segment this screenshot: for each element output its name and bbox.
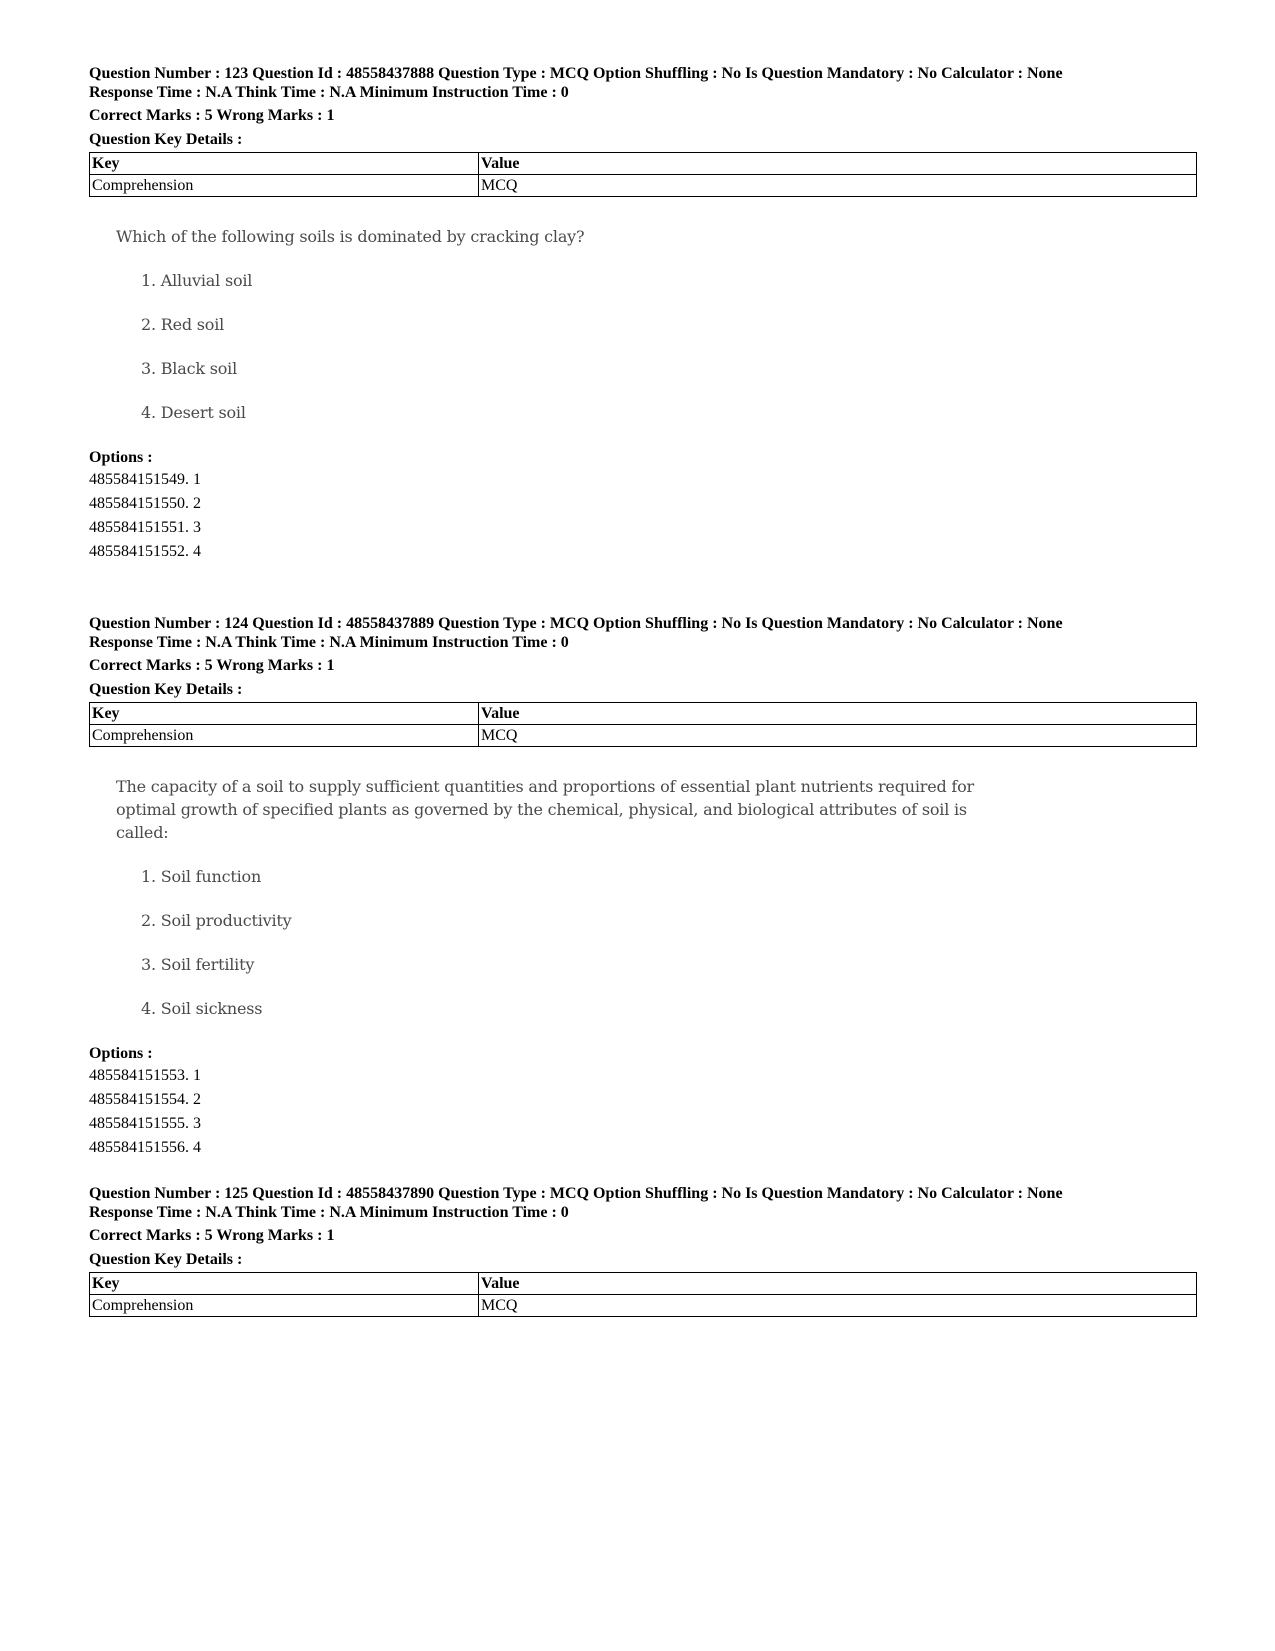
table-header-key: Key (90, 703, 479, 725)
key-details-table (89, 1272, 1197, 1317)
table-row (90, 1295, 1197, 1317)
question-meta-line2: Response Time : N.A Think Time : N.A Minimum Instruction Time : 0 (89, 634, 569, 651)
table-header-key: Key (90, 153, 479, 175)
choice-item: 3. Soil fertility (141, 955, 255, 974)
table-cell-key: Comprehension (90, 725, 479, 747)
question-image (116, 225, 1197, 424)
options-title: Options : (89, 1045, 153, 1062)
question-meta-line1: Question Number : 125 Question Id : 48558437890 Question Type : MCQ Option Shuffling : No Is Question Mandatory : No Calculator : None (89, 1185, 1063, 1202)
options-title: Options : (89, 449, 153, 466)
table-cell-key: Comprehension (90, 1295, 479, 1317)
table-header-value: Value (479, 1273, 1197, 1295)
choice-item: 2. Soil productivity (141, 911, 292, 930)
table-header-row (90, 703, 1197, 725)
choice-item: 4. Soil sickness (141, 999, 263, 1018)
option-item: 485584151549. 1 (89, 471, 201, 488)
option-item: 485584151555. 3 (89, 1115, 201, 1132)
choice-item: 4. Desert soil (141, 403, 246, 422)
table-header-value: Value (479, 153, 1197, 175)
option-item: 485584151553. 1 (89, 1067, 201, 1084)
question-marks: Correct Marks : 5 Wrong Marks : 1 (89, 107, 335, 124)
question-meta-line1: Question Number : 123 Question Id : 48558437888 Question Type : MCQ Option Shuffling : No Is Question Mandatory : No Calculator : None (89, 65, 1063, 82)
question-block-123 (89, 64, 1197, 564)
key-details-table (89, 702, 1197, 747)
question-marks: Correct Marks : 5 Wrong Marks : 1 (89, 657, 335, 674)
choice-item: 1. Soil function (141, 867, 262, 886)
table-row (90, 175, 1197, 197)
table-header-row (90, 153, 1197, 175)
key-details-title: Question Key Details : (89, 681, 243, 698)
question-block-125 (89, 1184, 1197, 1317)
question-marks: Correct Marks : 5 Wrong Marks : 1 (89, 1227, 335, 1244)
question-stem: Which of the following soils is dominated by cracking clay? (116, 227, 585, 246)
question-image (116, 775, 1197, 1020)
table-header-value: Value (479, 703, 1197, 725)
table-header-key: Key (90, 1273, 479, 1295)
question-meta-line2: Response Time : N.A Think Time : N.A Minimum Instruction Time : 0 (89, 84, 569, 101)
option-item: 485584151551. 3 (89, 519, 201, 536)
question-block-124 (89, 614, 1197, 1160)
table-header-row (90, 1273, 1197, 1295)
option-item: 485584151552. 4 (89, 543, 201, 560)
table-cell-value: MCQ (479, 1295, 1197, 1317)
key-details-title: Question Key Details : (89, 131, 243, 148)
key-details-table (89, 152, 1197, 197)
question-meta-line2: Response Time : N.A Think Time : N.A Minimum Instruction Time : 0 (89, 1204, 569, 1221)
table-cell-value: MCQ (479, 175, 1197, 197)
choice-item: 3. Black soil (141, 359, 237, 378)
option-item: 485584151550. 2 (89, 495, 201, 512)
question-meta-line1: Question Number : 124 Question Id : 48558437889 Question Type : MCQ Option Shuffling : No Is Question Mandatory : No Calculator : None (89, 615, 1063, 632)
table-row (90, 725, 1197, 747)
question-stem: The capacity of a soil to supply sufficient quantities and proportions of essential plant nutrients required for optimal growth of specified plants as governed by the chemical, physical, and biological attributes of soil is called: (116, 777, 975, 842)
table-cell-key: Comprehension (90, 175, 479, 197)
choice-item: 1. Alluvial soil (141, 271, 253, 290)
option-item: 485584151554. 2 (89, 1091, 201, 1108)
key-details-title: Question Key Details : (89, 1251, 243, 1268)
table-cell-value: MCQ (479, 725, 1197, 747)
choice-item: 2. Red soil (141, 315, 225, 334)
option-item: 485584151556. 4 (89, 1139, 201, 1156)
